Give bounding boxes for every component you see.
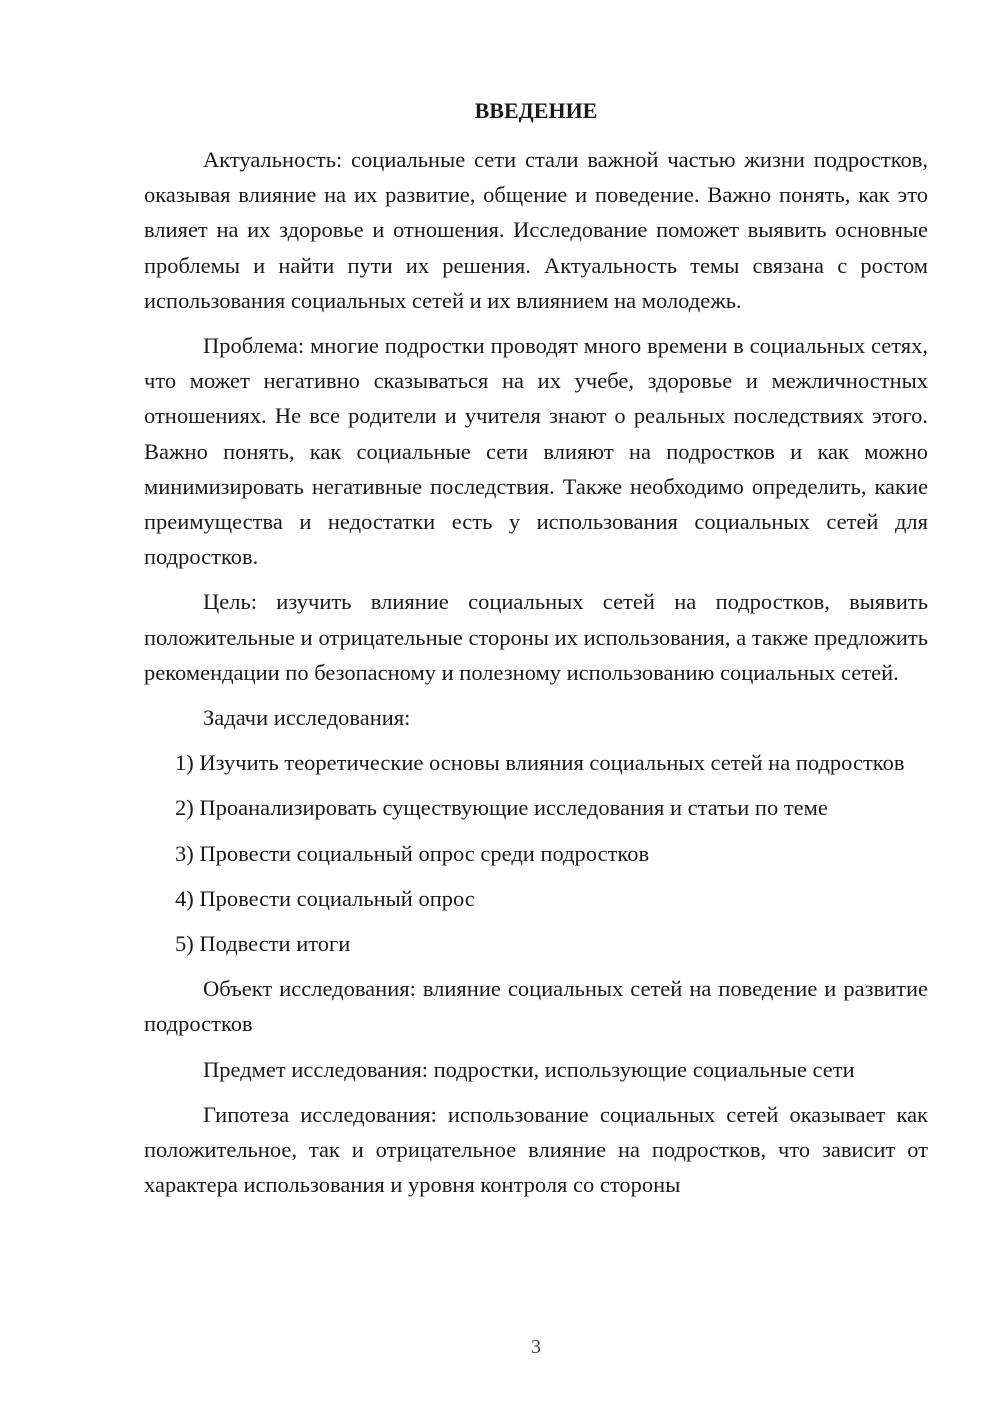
hypothesis-paragraph: Гипотеза исследования: использование социальных сетей оказывает как положительное, так и отрицательное влияние на подростков, что зависит от характера использования и уровня контроля со стороны — [144, 1101, 928, 1198]
task-item-1: 1) Изучить теоретические основы влияния социальных сетей на подростков — [175, 750, 905, 776]
problem-paragraph: Проблема: многие подростки проводят много времени в социальных сетях, что может негативно сказываться на их учебе, здоровье и межличностных отношениях. Не все родители и учителя знают о реальных последствиях этого. Важно понять, как социальные сети влияют на подростков и как можно минимизировать негативные последствия. Также необходимо определить, какие преимущества и недостатки есть у использования социальных сетей для подростков. — [144, 333, 928, 570]
task-item-3: 3) Провести социальный опрос среди подростков — [175, 840, 650, 866]
page-number: 3 — [531, 1336, 541, 1358]
object-paragraph: Объект исследования: влияние социальных сетей на поведение и развитие подростков — [144, 976, 928, 1037]
page-title: ВВЕДЕНИЕ — [474, 98, 598, 123]
task-item-4: 4) Провести социальный опрос — [175, 885, 475, 911]
relevance-paragraph: Актуальность: социальные сети стали важной частью жизни подростков, оказывая влияние на их развитие, общение и поведение. Важно понять, как это влияет на их здоровье и отношения. Исследование поможет выявить основные проблемы и найти пути их решения. Актуальность темы связана с ростом использования социальных сетей и их влиянием на молодежь. — [144, 147, 928, 313]
document-body — [144, 142, 928, 1212]
subject-paragraph: Предмет исследования: подростки, использующие социальные сети — [203, 1056, 855, 1082]
task-item-5: 5) Подвести итоги — [175, 931, 351, 957]
goal-paragraph: Цель: изучить влияние социальных сетей на подростков, выявить положительные и отрицательные стороны их использования, а также предложить рекомендации по безопасному и полезному использованию социальных сетей. — [144, 589, 928, 685]
task-item-2: 2) Проанализировать существующие исследования и статьи по теме — [175, 795, 828, 821]
tasks-heading: Задачи исследования: — [203, 705, 411, 731]
